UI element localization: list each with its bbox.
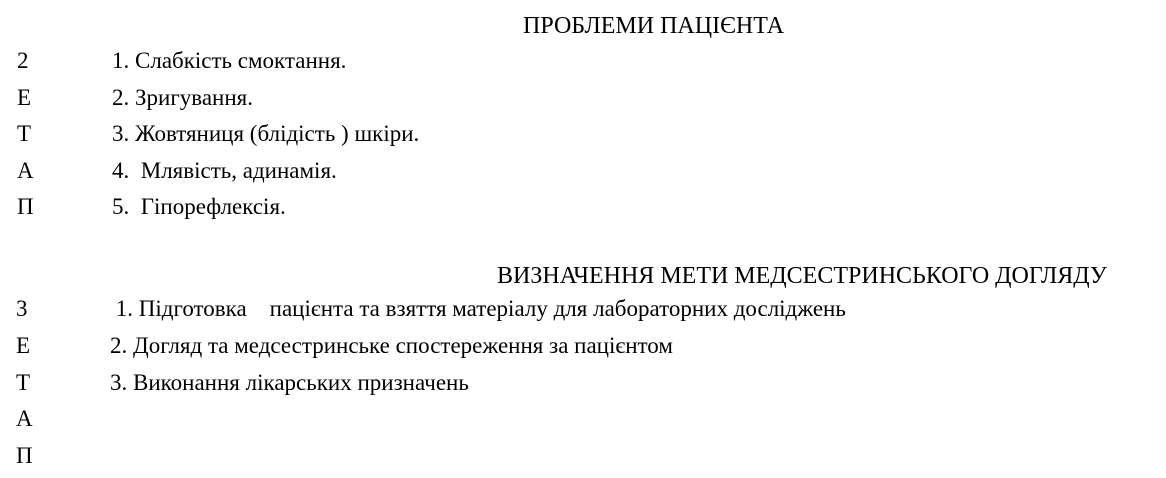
stage-letter: П [17, 194, 34, 220]
section1-title: ПРОБЛЕМИ ПАЦІЄНТА [523, 13, 785, 39]
section2-stage-column [16, 291, 33, 475]
list-item: 3. Жовтяниця (блідість ) шкіри. [112, 121, 420, 147]
section2-title: ВИЗНАЧЕННЯ МЕТИ МЕДСЕСТРИНСЬКОГО ДОГЛЯДУ [497, 263, 1107, 289]
list-item: 5. Гіпорефлексія. [112, 194, 286, 220]
stage-letter: Е [16, 332, 31, 358]
list-item: 2. Догляд та медсестринське спостереження за пацієнтом [110, 332, 673, 358]
section2-items-list [110, 291, 846, 401]
list-item: 4. Млявість, адинамія. [112, 157, 337, 183]
list-item: 1. Слабкість смоктання. [112, 48, 347, 73]
list-item: 2. Зригування. [112, 84, 253, 110]
stage-letter: Е [17, 84, 32, 110]
list-item: 3. Виконання лікарських призначень [110, 369, 469, 395]
stage-letter: 3 [16, 296, 28, 321]
stage-letter: 2 [17, 48, 29, 73]
list-item: 1. Підготовка пацієнта та взяття матеріалу для лабораторних досліджень [110, 296, 846, 321]
stage-letter: П [16, 443, 33, 469]
stage-letter: А [17, 157, 34, 183]
section1-stage-column [17, 43, 34, 226]
section1-items-list [112, 43, 419, 226]
stage-letter: Т [16, 369, 31, 395]
stage-letter: Т [17, 121, 32, 147]
stage-letter: А [16, 406, 33, 432]
